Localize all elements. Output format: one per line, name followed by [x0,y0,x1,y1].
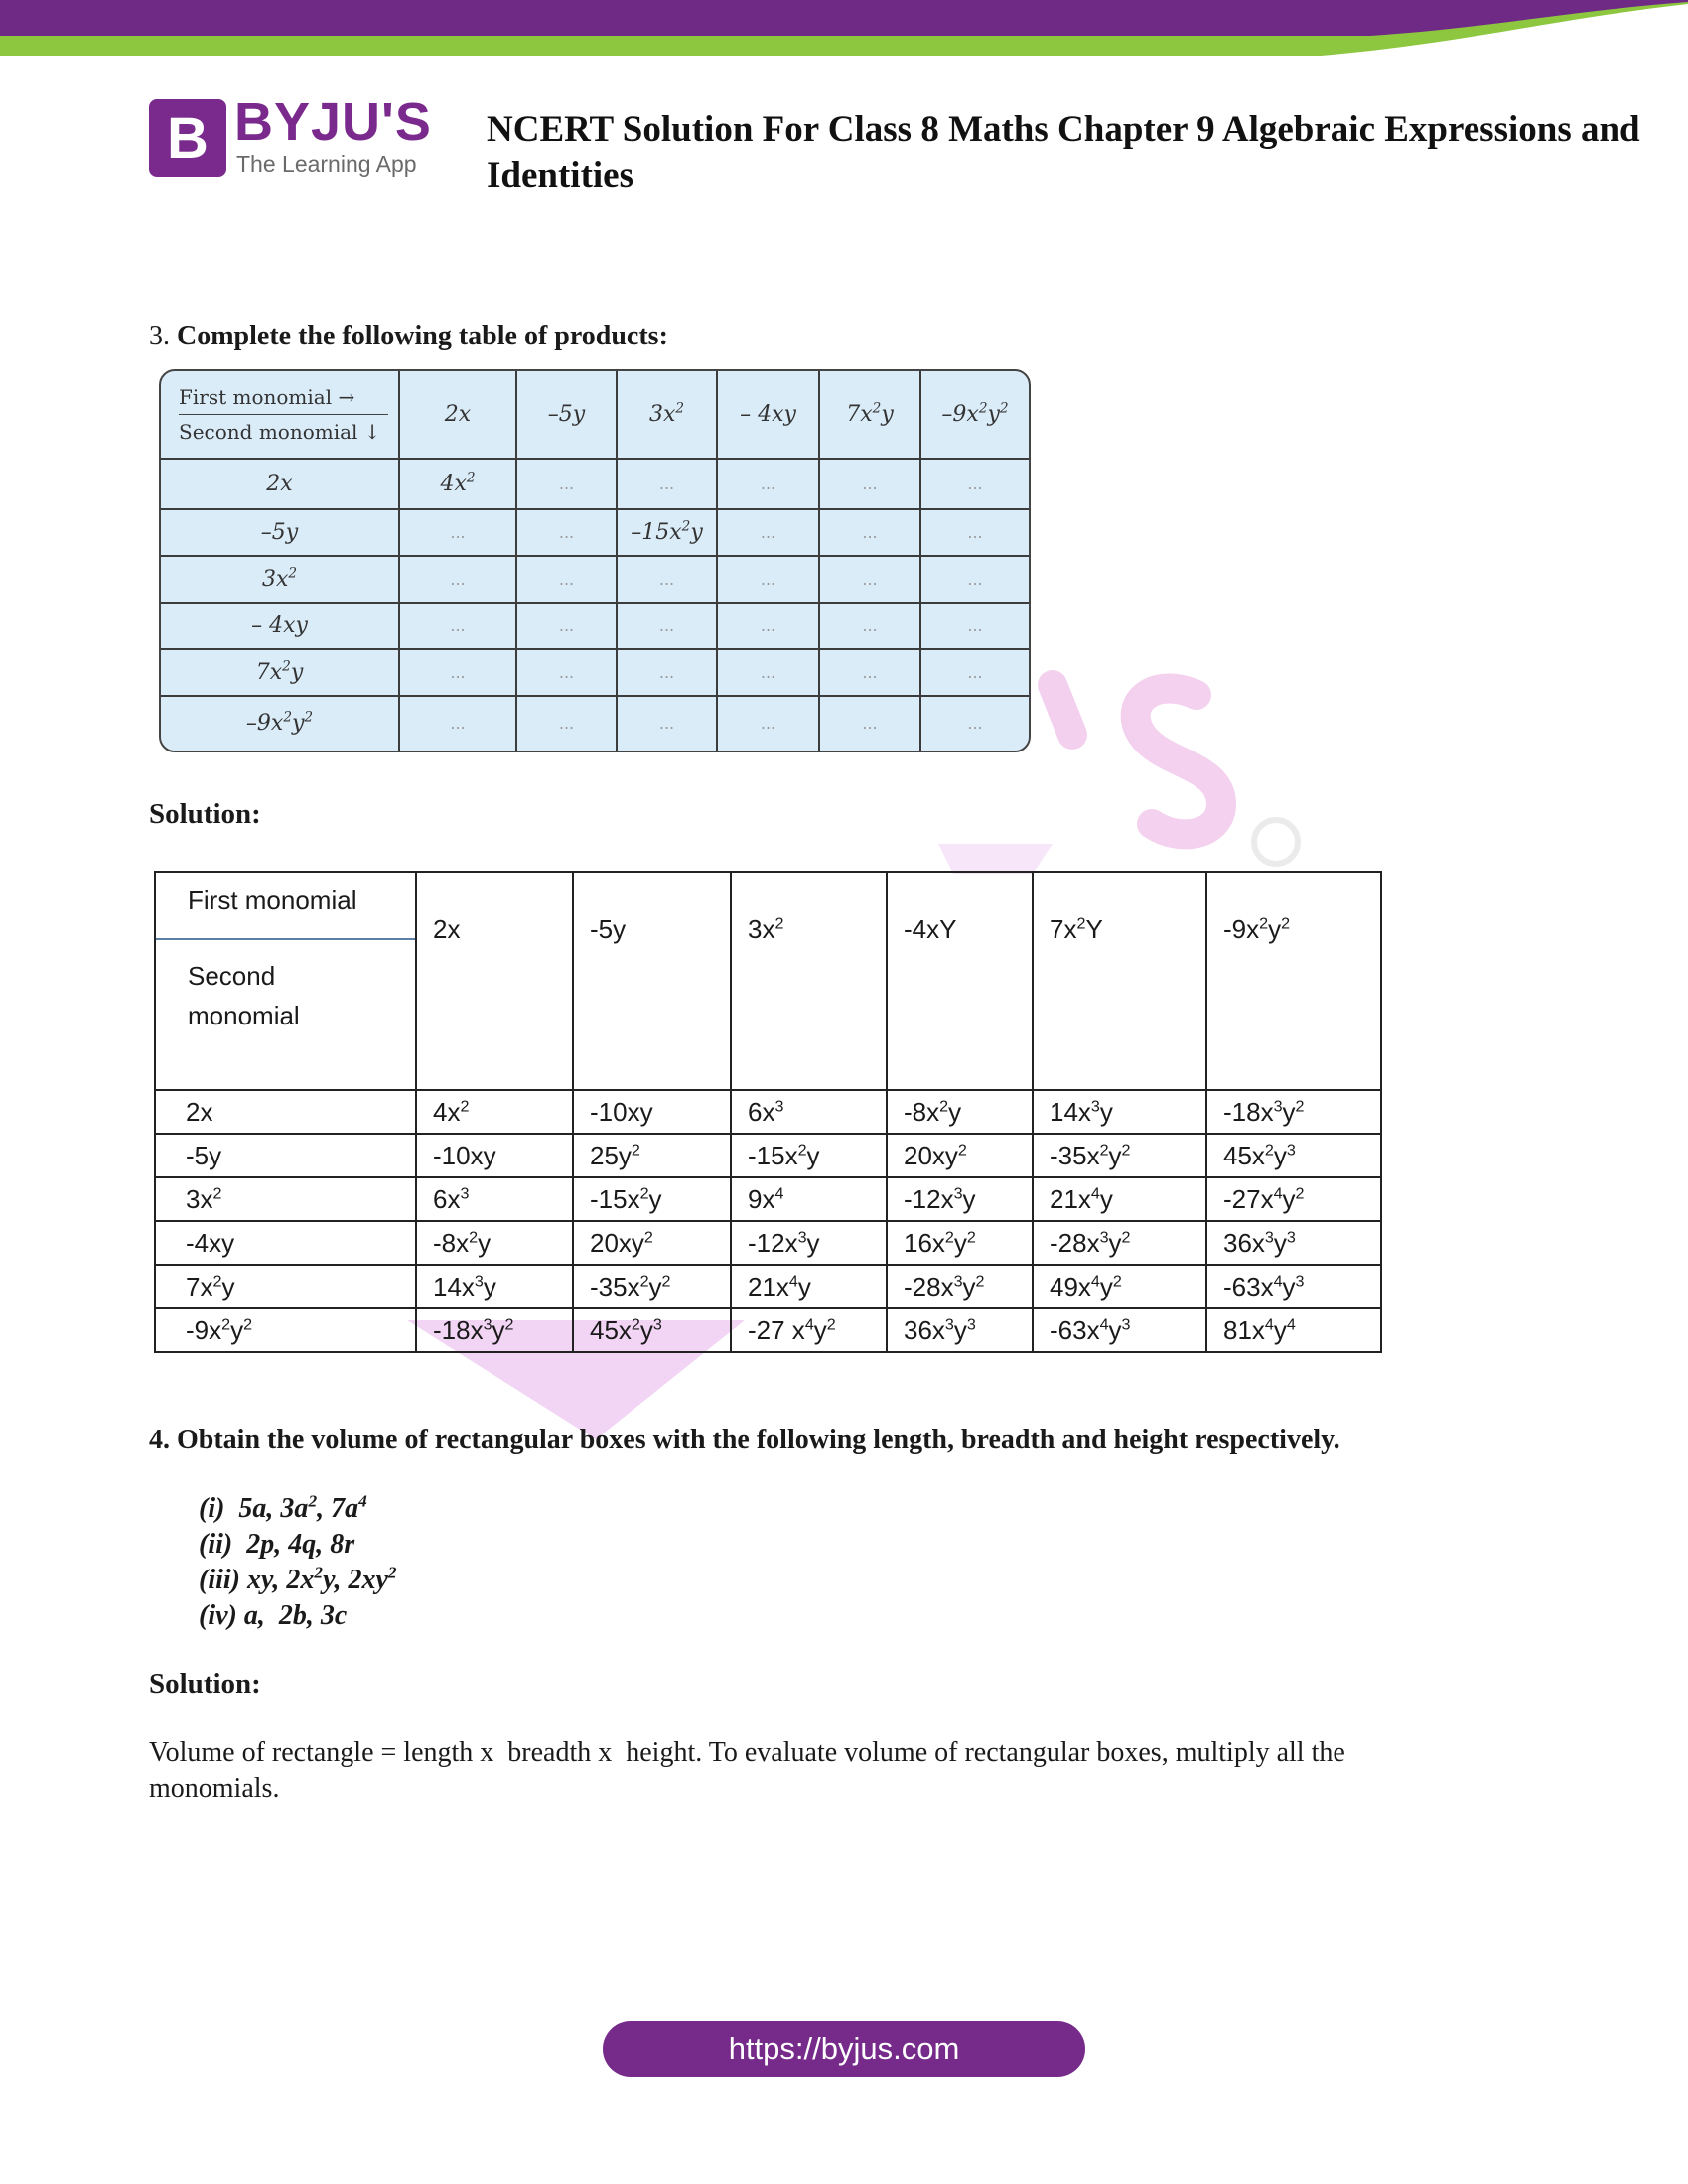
question-row-label: – 4xy [161,603,399,649]
solution-table-cell: $6x^3$ [731,1090,887,1134]
question-table-cell: ... [399,696,516,751]
solution-col-header: $-9x^2y^2$ [1206,872,1381,1090]
solution-col-header: -5y [573,872,731,1090]
question-table-cell: ... [516,459,617,509]
solution-table-cell: $4x^2$ [416,1090,573,1134]
solution-table-cell: $45x^2y^3$ [573,1308,731,1352]
question-table-cell: ... [617,603,717,649]
solution-label-3: Solution: [149,798,261,830]
solution-row-label: -4xy [155,1221,416,1265]
question-table-corner [161,371,399,459]
question-table-cell: $-15x^2y$ [617,509,717,556]
solution-table-cell: $-63x^4y^3$ [1033,1308,1206,1352]
question-table-cell: $4x^2$ [399,459,516,509]
solution-table-cell: $-63x^4y^3$ [1206,1265,1381,1308]
question-table-header-row [161,371,1029,459]
solution-col-header: -4xY [887,872,1033,1090]
question-table-row [161,649,1029,696]
question-row-label: $3x^2$ [161,556,399,603]
question-table-cell: ... [399,509,516,556]
solution-table-cell: $25y^2$ [573,1134,731,1177]
question-table-cell: ... [920,649,1029,696]
question-table-cell: ... [617,649,717,696]
question-table-cell: ... [399,603,516,649]
question-4-text: 4. Obtain the volume of rectangular boxes with the following length, breadth and height respectively. [149,1425,1340,1455]
solution-table-cell: $-18x^3y^2$ [1206,1090,1381,1134]
corner-second-label: Second monomial ↓ [179,419,381,444]
solution-table-cell: -27 $x^4y^2$ [731,1308,887,1352]
solution-row-label: 2x [155,1090,416,1134]
question-row-label: 2x [161,459,399,509]
solution-table-row [155,1221,1381,1265]
question-table-cell: ... [617,556,717,603]
solution-table-cell: $-8x^2y$ [416,1221,573,1265]
document-title: NCERT Solution For Class 8 Maths Chapter 9 Algebraic Expressions and Identities [487,109,1640,196]
question-table-cell: ... [516,509,617,556]
solution-table-cell: $-35x^2y^2$ [573,1265,731,1308]
solution-table-cell: $-15x^2y$ [573,1177,731,1221]
question-row-label: –5y [161,509,399,556]
question-table-cell: ... [717,509,819,556]
solution-col-header: $7x^2Y$ [1033,872,1206,1090]
solution-table-row [155,1265,1381,1308]
solution-corner-first: First monomial [188,886,357,915]
byjus-logo[interactable] [149,92,437,179]
question-table-cell: ... [617,696,717,751]
question-col-header: 2x [399,371,516,459]
question-col-header: $-9x^2y^2$ [920,371,1029,459]
question-table-cell: ... [516,649,617,696]
question-table-cell: ... [920,603,1029,649]
solution-table-cell: -10xy [416,1134,573,1177]
solution-corner-second: Second monomial [188,961,300,1030]
logo-wordmark: BYJU'S [234,92,432,152]
question-3-table [159,369,1031,752]
question-table-cell: ... [717,696,819,751]
solution-row-label: -5y [155,1134,416,1177]
question-table-cell: ... [516,696,617,751]
question-table-cell: ... [516,603,617,649]
question-4-parts [199,1491,397,1634]
solution-table-cell: $81x^4y^4$ [1206,1308,1381,1352]
question-3-text: Complete the following table of products: [177,321,668,351]
solution-label-4: Solution: [149,1668,261,1700]
question-4-part: (ii) 2p, 4q, 8r [199,1529,355,1560]
solution-table [154,871,1382,1353]
question-col-header: $7x^2y$ [819,371,920,459]
question-table-row [161,603,1029,649]
question-table-cell: ... [717,556,819,603]
solution-table-cell: -10xy [573,1090,731,1134]
solution-table-cell: $-12x^3y$ [731,1221,887,1265]
solution-row-label: $7x^2y$ [155,1265,416,1308]
solution-table-cell: $-15x^2y$ [731,1134,887,1177]
question-4-part: (iii) xy, $2x^2y$, $2xy^2$ [199,1563,397,1595]
question-4-part: (i) 5a, $3a^2$, $7a^4$ [199,1491,367,1524]
question-table-cell: ... [399,556,516,603]
question-row-label: $7x^2y$ [161,649,399,696]
solution-table-row [155,1090,1381,1134]
solution-table-cell: $-35x^2y^2$ [1033,1134,1206,1177]
question-4-heading [149,1424,1539,1457]
solution-table-cell: $21x^4y$ [731,1265,887,1308]
question-table-cell: ... [819,603,920,649]
solution-table-cell: $6x^3$ [416,1177,573,1221]
solution-table-cell: $20xy^2$ [887,1134,1033,1177]
question-table-row [161,459,1029,509]
solution-table-cell: $14x^3y$ [416,1265,573,1308]
logo-tagline: The Learning App [236,151,417,177]
question-table-cell: ... [920,556,1029,603]
question-3-number: 3. [149,321,170,351]
solution-table-cell: $9x^4$ [731,1177,887,1221]
solution-table-corner [155,872,416,1090]
solution-table-cell: $14x^3y$ [1033,1090,1206,1134]
solution-col-header: 2x [416,872,573,1090]
question-table-cell: ... [819,696,920,751]
solution-col-header: $3x^2$ [731,872,887,1090]
question-3-heading [149,320,668,353]
question-table-cell: ... [399,649,516,696]
corner-first-label: First monomial → [179,384,355,409]
question-table-cell: ... [717,459,819,509]
question-col-header: –5y [516,371,617,459]
solution-table-row [155,1177,1381,1221]
solution-row-label: $3x^2$ [155,1177,416,1221]
solution-table-cell: $45x^2y^3$ [1206,1134,1381,1177]
question-table-cell: ... [920,509,1029,556]
question-table-row [161,556,1029,603]
solution-table-row [155,1134,1381,1177]
question-table-cell: ... [516,556,617,603]
question-table-cell: ... [920,459,1029,509]
solution-table-cell: $36x^3y^3$ [887,1308,1033,1352]
question-4-part: (iv) a, 2b, 3c [199,1600,348,1631]
question-row-label: $-9x^2y^2$ [161,696,399,751]
question-table-cell: ... [717,649,819,696]
solution-table-cell: $-27x^4y^2$ [1206,1177,1381,1221]
solution-table-header-row [155,872,1381,1090]
question-col-header: $3x^2$ [617,371,717,459]
question-table-cell: ... [819,459,920,509]
footer-url-link[interactable]: https://byjus.com [603,2021,1085,2077]
question-table-cell: ... [819,556,920,603]
question-table-row [161,696,1029,751]
question-col-header: – 4xy [717,371,819,459]
solution-row-label: $-9x^2y^2$ [155,1308,416,1352]
solution-table-cell: $36x^3y^3$ [1206,1221,1381,1265]
question-table-row [161,509,1029,556]
question-table-cell: ... [717,603,819,649]
solution-table-cell: $-28x^3y^2$ [1033,1221,1206,1265]
question-table-cell: ... [617,459,717,509]
solution-table-cell: $-12x^3y$ [887,1177,1033,1221]
solution-table-cell: $-28x^3y^2$ [887,1265,1033,1308]
solution-table-cell: $20xy^2$ [573,1221,731,1265]
logo-letter: B [167,106,209,171]
question-table-cell: ... [819,649,920,696]
question-table-cell: ... [819,509,920,556]
solution-table-cell: $49x^4y^2$ [1033,1265,1206,1308]
solution-table-cell: $21x^4y$ [1033,1177,1206,1221]
solution-table-row [155,1308,1381,1352]
question-table-cell: ... [920,696,1029,751]
solution-table-cell: $-18x^3y^2$ [416,1308,573,1352]
logo-mark [149,99,226,177]
solution-table-cell: $-8x^2y$ [887,1090,1033,1134]
solution-table-cell: $16x^2y^2$ [887,1221,1033,1265]
solution-4-text: Volume of rectangle = length x breadth x height. To evaluate volume of rectangular boxes, multiply all the monomials. [149,1737,1345,1804]
